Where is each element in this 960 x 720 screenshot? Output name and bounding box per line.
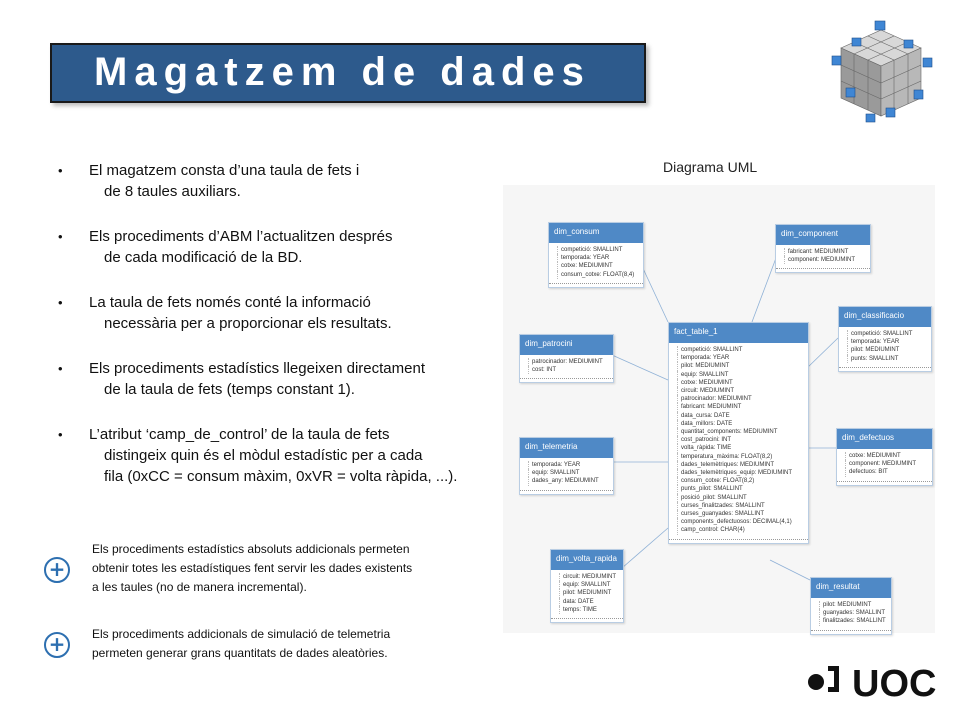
page-title: Magatzem de dades: [94, 50, 591, 94]
uml-table-fact-table-1: fact_table_1 competició: SMALLINT temporada: YEAR pilot: MEDIUMINT equip: SMALLINT cotxe: MEDIUMINT circuit: MEDIUMINT patrocinador: MEDIUMINT fabricant: MEDIUMINT data_cursa: DATE data_millors: DATE quantitat_components: MEDIUMINT cost_patrocini: INT volta_ràpida: TIME temperatura_màxima: FLOAT(8,2) dades_telemètriques: MEDIUMINT dades_telemètriques_equip: MEDIUMINT consum_cotxe: FLOAT(8,2) punts_pilot: SMALLINT posició_pilot: SMALLINT curses_finalitzades: SMALLINT curses_guanyades: SMALLINT components_defectuosos: DECIMAL(4,1) camp_control: CHAR(4): [668, 322, 809, 544]
uml-table-dim-component: dim_component fabricant: MEDIUMINT component: MEDIUMINT: [775, 224, 871, 273]
uml-table-dim-volta-rapida: dim_volta_rapida circuit: MEDIUMINT equip: SMALLINT pilot: MEDIUMINT data: DATE temps: TIME: [550, 549, 624, 623]
note-telemetry-simulation: Els procediments addicionals de simulació de telemetria permeten generar grans quantitats de dades aleatòries.: [92, 627, 391, 660]
uml-caption: Diagrama UML: [663, 159, 758, 175]
uml-table-dim-defectuos: dim_defectuos cotxe: MEDIUMINT component: MEDIUMINT defectuos: BIT: [836, 428, 933, 486]
plus-circle-icon: +: [44, 632, 70, 658]
list-item: • Els procediments estadístics llegeixen directament de la taula de fets (temps constant 1).: [58, 358, 518, 400]
note-absolute-stats: Els procediments estadístics absoluts addicionals permeten obtenir totes les estadístiques fent servir les dades existents a les taules (no de manera incremental).: [92, 542, 413, 594]
list-item: • El magatzem consta d’una taula de fets i de 8 taules auxiliars.: [58, 160, 518, 202]
uml-table-dim-consum: dim_consum competició: SMALLINT temporada: YEAR cotxe: MEDIUMINT consum_cotxe: FLOAT(8,4): [548, 222, 644, 288]
uml-table-dim-resultat: dim_resultat pilot: MEDIUMINT guanyades: SMALLINT finalitzades: SMALLINT: [810, 577, 892, 635]
uml-table-dim-telemetria: dim_telemetria temporada: YEAR equip: SMALLINT dades_any: MEDIUMINT: [519, 437, 614, 495]
logo-text: UOC: [852, 663, 937, 700]
plus-circle-icon: +: [44, 557, 70, 583]
uml-table-dim-patrocini: dim_patrocini patrocinador: MEDIUMINT cost: INT: [519, 334, 614, 383]
list-item: • La taula de fets només conté la informació necessària per a proporcionar els resultats.: [58, 292, 518, 334]
uoc-logo: [806, 660, 942, 700]
list-item: • L’atribut ‘camp_de_control’ de la taula de fets distingeix quin és el mòdul estadístic per a cada fila (0xCC = consum màxim, 0xVR = volta ràpida, ...).: [58, 424, 518, 487]
uml-table-dim-classificacio: dim_classificacio competició: SMALLINT temporada: YEAR pilot: MEDIUMINT punts: SMALLINT: [838, 306, 932, 372]
list-item: • Els procediments d’ABM l’actualitzen després de cada modificació de la BD.: [58, 226, 518, 268]
